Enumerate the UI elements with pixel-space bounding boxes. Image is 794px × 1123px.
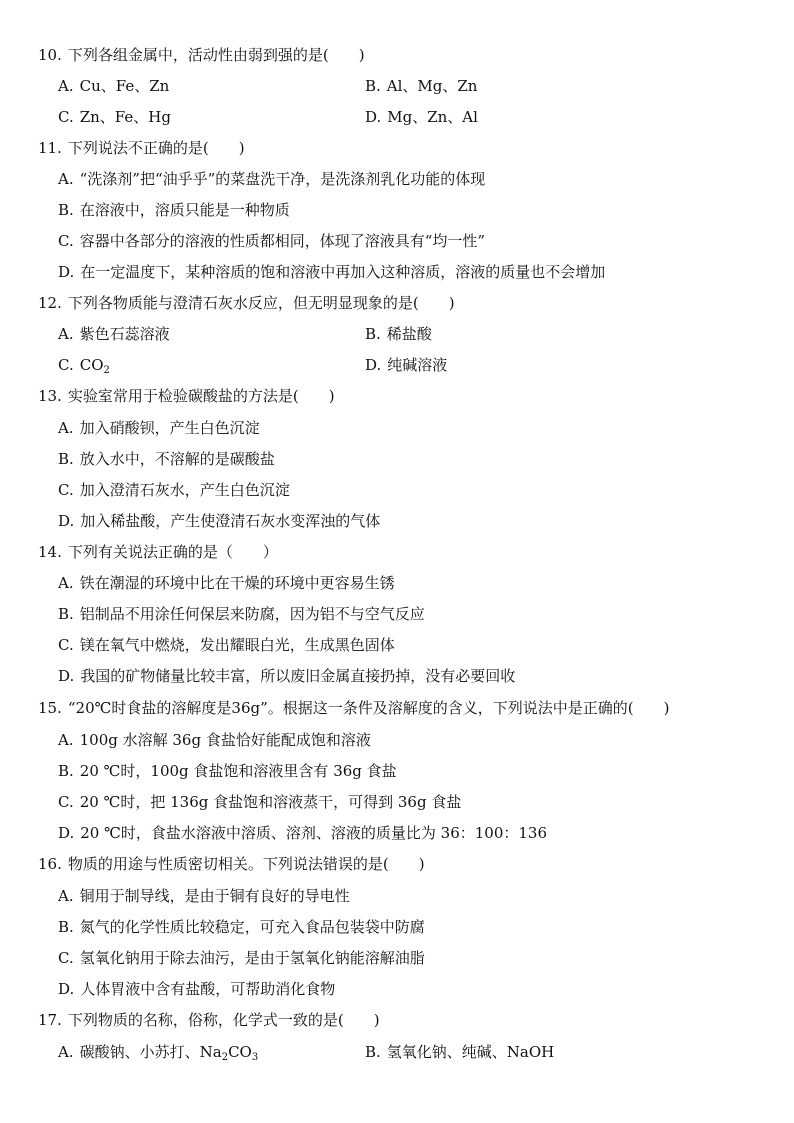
option-b: B. 氮气的化学性质比较稳定，可充入食品包装袋中防腐 [58,918,425,936]
question-17 [0,1009,794,1031]
option-b: B. 在溶液中，溶质只能是一种物质 [58,201,290,219]
options-row [0,354,794,376]
option-b: B. Al、Mg、Zn [365,77,478,95]
option-c: C. 加入澄清石灰水，产生白色沉淀 [58,481,290,499]
question-stem: 下列物质的名称，俗称，化学式一致的是( ) [67,1011,380,1029]
option-a: A. 碳酸钠、小苏打、$Na_2CO_3$ [58,1043,259,1063]
option-c: C. $CO_2$ [58,356,110,376]
option-d: D. 20 ℃时，食盐水溶液中溶质、溶剂、溶液的质量比为 36：100：136 [58,824,548,842]
options-row [0,323,794,345]
question-number: 14. [38,543,62,561]
question-number: 13. [38,387,62,405]
question-number: 15. [38,699,62,717]
option-d: D. 纯碱溶液 [365,356,448,374]
option-d: D. 在一定温度下，某种溶质的饱和溶液中再加入这种溶质，溶液的质量也不会增加 [58,263,606,281]
question-16 [0,853,794,875]
option-a: A. 铁在潮湿的环境中比在干燥的环境中更容易生锈 [58,574,395,592]
options-row [0,1041,794,1063]
question-15 [0,697,794,719]
option-b: B. 20 ℃时，100g 食盐饱和溶液里含有 36g 食盐 [58,762,397,780]
option-d: D. 人体胃液中含有盐酸，可帮助消化食物 [58,980,336,998]
option-c: C. 20 ℃时，把 136g 食盐饱和溶液蒸干，可得到 36g 食盐 [58,793,462,811]
option-b: B. 氢氧化钠、纯碱、NaOH [365,1043,555,1061]
question-13 [0,385,794,407]
question-number: 11. [38,139,62,157]
question-stem: 物质的用途与性质密切相关。下列说法错误的是( ) [67,855,425,873]
option-c: C. 容器中各部分的溶液的性质都相同，体现了溶液具有“均一性” [58,232,486,250]
option-a: A. 加入硝酸钡，产生白色沉淀 [58,419,260,437]
question-number: 17. [38,1011,62,1029]
question-stem: 下列有关说法正确的是（ ） [67,543,278,561]
option-a: A. 100g 水溶解 36g 食盐恰好能配成饱和溶液 [58,731,371,749]
question-11 [0,137,794,159]
question-number: 10. [38,46,62,64]
option-c: C. Zn、Fe、Hg [58,108,171,126]
option-d: D. 我国的矿物储量比较丰富，所以废旧金属直接扔掉，没有必要回收 [58,667,516,685]
question-stem: “20℃时食盐的溶解度是36g”。根据这一条件及溶解度的含义，下列说法中是正确的( ) [67,699,670,717]
option-c: C. 镁在氧气中燃烧，发出耀眼白光，生成黑色固体 [58,636,395,654]
question-number: 16. [38,855,62,873]
question-10 [0,44,794,66]
option-c: C. 氢氧化钠用于除去油污，是由于氢氧化钠能溶解油脂 [58,949,425,967]
question-12 [0,292,794,314]
options-row [0,75,794,97]
question-stem: 下列各组金属中，活动性由弱到强的是( ) [67,46,365,64]
option-d: D. 加入稀盐酸，产生使澄清石灰水变浑浊的气体 [58,512,381,530]
question-stem: 下列说法不正确的是( ) [67,139,245,157]
question-stem: 实验室常用于检验碳酸盐的方法是( ) [67,387,335,405]
options-row [0,106,794,128]
question-stem: 下列各物质能与澄清石灰水反应，但无明显现象的是( ) [67,294,455,312]
option-a: A. 铜用于制导线，是由于铜有良好的导电性 [58,887,350,905]
option-d: D. Mg、Zn、Al [365,108,478,126]
option-a: A. “洗涤剂”把“油乎乎”的菜盘洗干净，是洗涤剂乳化功能的体现 [58,170,486,188]
question-number: 12. [38,294,62,312]
option-b: B. 铝制品不用涂任何保层来防腐，因为铝不与空气反应 [58,605,425,623]
option-b: B. 放入水中，不溶解的是碳酸盐 [58,450,275,468]
option-a: A. Cu、Fe、Zn [58,77,170,95]
option-a: A. 紫色石蕊溶液 [58,325,170,343]
option-b: B. 稀盐酸 [365,325,432,343]
question-14 [0,541,794,563]
